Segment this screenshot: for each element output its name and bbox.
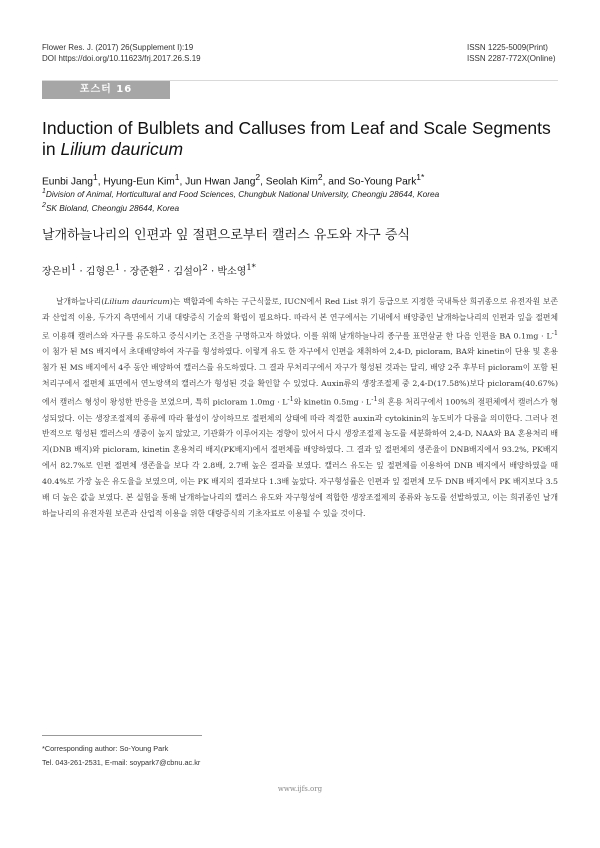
abstract-species: Lilium dauricum [104, 297, 170, 306]
footnote [42, 742, 200, 770]
author-affil-sup: 1* [246, 262, 256, 272]
affiliation-sup: 2 [42, 201, 46, 209]
korean-author-name: 박소영 [217, 266, 247, 278]
abstract-paragraph [42, 294, 558, 522]
author-affil-sup: 1 [70, 262, 77, 272]
author-name: Seolah Kim [265, 176, 318, 188]
journal-citation: Flower Res. J. (2017) 26(Supplement I):19 [42, 43, 194, 52]
paper-title [42, 118, 562, 160]
korean-author-name: 김형은 [85, 266, 115, 278]
affiliation-1 [42, 186, 562, 200]
author-name: Jun Hwan Jang [185, 176, 256, 188]
author-name: So-Young Park [348, 176, 417, 188]
unit-exponent: -1 [371, 395, 378, 404]
author-affil-sup: 1* [416, 172, 425, 182]
korean-author-name: 장은비 [42, 266, 71, 278]
author-list: Eunbi Jang$^1$, Hyung-Eun Kim$^1$, Jun Hwan Jang$^2$, Seolah Kim$^2$, and So-Young Park$^{1*}$ [42, 172, 425, 188]
korean-author-name: 김설아 [173, 266, 203, 278]
issn-header [467, 42, 556, 64]
author-name: Eunbi Jang [42, 176, 93, 188]
affiliations [42, 186, 562, 214]
doi-line[interactable]: DOI https://doi.org/10.11623/frj.2017.26.S.19 [42, 54, 201, 63]
issn-online: ISSN 2287-772X(Online) [467, 54, 556, 63]
issn-print: ISSN 1225-5009(Print) [467, 43, 548, 52]
abstract-text: 날개하늘나리( [56, 297, 105, 306]
journal-website[interactable]: www.ijfs.org [277, 785, 323, 793]
author-affil-sup: 2 [255, 172, 261, 182]
title-species: Lilium dauricum [60, 139, 184, 159]
author-affil-sup: 2 [202, 262, 208, 272]
author-affil-sup: 1 [114, 262, 121, 272]
author-conjunction: and [328, 176, 346, 188]
abstract-text: 와 kinetin 0.5mg · L [293, 397, 372, 407]
affiliation-text: Division of Animal, Horticultural and Food Sciences, Chungbuk National University, Cheongju 28644, Korea [45, 188, 440, 199]
author-name: Hyung-Eun Kim [103, 176, 175, 188]
abstract [42, 294, 558, 522]
korean-author-list: 장은비$^1$ · 김형은$^1$ · 장준환$^2$ · 김설아$^2$ · 박소영$^{1*}$ [42, 262, 256, 278]
unit-exponent: -1 [551, 328, 558, 337]
unit-exponent: -1 [287, 395, 294, 404]
author-affil-sup: 2 [317, 172, 323, 182]
footnote-divider [42, 735, 202, 736]
korean-author-name: 장준환 [129, 266, 159, 278]
affiliation-2 [42, 200, 562, 214]
abstract-text: 이 첨가 된 MS 배지에서 초대배양하여 자구를 형성하였다. 이렇게 유도 한 자구에서 인편을 채취하여 2,4-D, picloram, BA와 kinetin이 단용 및 혼용 첨가 된 MS 배지에서 4주 동안 배양하여 캘러스를 유도하였다. 그 결과 무처리구에서 자구가 형성된 것과는 달리, 배양 2주 후부터 picloram이 포함 된 처리구에서 절편체 표면에서 연노랑색의 캘러스가 형성된 것을 확인할 수 있었다. Auxin류의 생장조절제 중 2,4-D(17.58%)보다 picloram(40.67%)에서 캘러스 형성이 왕성한 반응을 보였으며, 특히 picloram 1.0mg · L [42, 347, 558, 407]
corresponding-author: *Corresponding author: So-Young Park [42, 744, 169, 753]
author-affil-sup: 2 [158, 262, 164, 272]
title-main: Induction of Bulblets and Calluses from Leaf and Scale Segments in [42, 118, 551, 159]
affiliation-text: SK Bioland, Cheongju 28644, Korea [45, 202, 180, 213]
abstract-text: )는 백합과에 속하는 구근식물로, IUCN에서 Red List 위기 등급으로 지정한 국내특산 희귀종으로 유전자원 보존과 산업적 이용, 두가지 측면에서 기내 대량증식 기술의 확립이 필요하다. 따라서 본 연구에서는 기내에서 배양중인 날개하늘나리의 인편과 잎을 절편체로 이용해 캘러스와 자구를 유도하고 증식시키는 조건을 구명하고자 하였다. 이를 위해 날개하늘나리 종구를 표면살균 한 다음 인편을 BA 0.1mg · L [42, 297, 558, 341]
abstract-text: 의 혼용 처리구에서 100%의 절편체에서 캘러스가 형성되었다. 이는 생장조절제의 종류에 따라 활성이 상이하므로 절편체의 상태에 따라 적절한 auxin과 cytokinin의 농도비가 다름을 의미한다. 그러나 전반적으로 형성된 캘러스의 생중이 높지 않았고, 기관화가 이루어지는 경향이 있어서 다시 생장조절제 농도를 세분화하여 2,4-D, NAA와 BA 혼용처리 배지(DNB 배지)와 picloram, kinetin 혼용처리 배지(PK배지)에서 절편체를 배양하였다. 그 결과 잎 절편체의 생존율이 DNB배지에서 93.2%, PK배지에서 82.7%로 인편 절편체 생존율을 보다 각 2.8배, 2.7배 높은 결과를 보였다. 캘러스 유도는 잎 절편체를 이용하여 DNB 배지에서 배양하였을 때 40.4%로 가장 높은 유도율을 보였으며, 이는 PK 배지의 결과보다 1.3배 높았다. 자구형성률은 인편과 잎 절편체 모두 DNB 배지에서 PK 배지보다 3.5배 더 높은 값을 보였다. 본 실험을 통해 날개하늘나리의 캘러스 유도와 자구형성에 적합한 생장조절제의 종류와 농도를 선발하였고, 이는 희귀종인 날개하늘나리의 유전자원 보존과 산업적 이용을 위한 대량증식의 기초자료로 이용될 수 있을 것이다. [42, 397, 559, 518]
journal-header [42, 42, 201, 64]
author-affil-sup: 1 [174, 172, 180, 182]
poster-tag: 포스터 16 [42, 81, 170, 99]
contact-info: Tel. 043-261-2531, E-mail: soypark7@cbnu.ac.kr [42, 758, 201, 767]
korean-title: 날개하늘나리의 인편과 잎 절편으로부터 캘러스 유도와 자구 증식 [42, 228, 410, 243]
affiliation-sup: 1 [42, 188, 46, 195]
author-affil-sup: 1 [92, 172, 98, 182]
